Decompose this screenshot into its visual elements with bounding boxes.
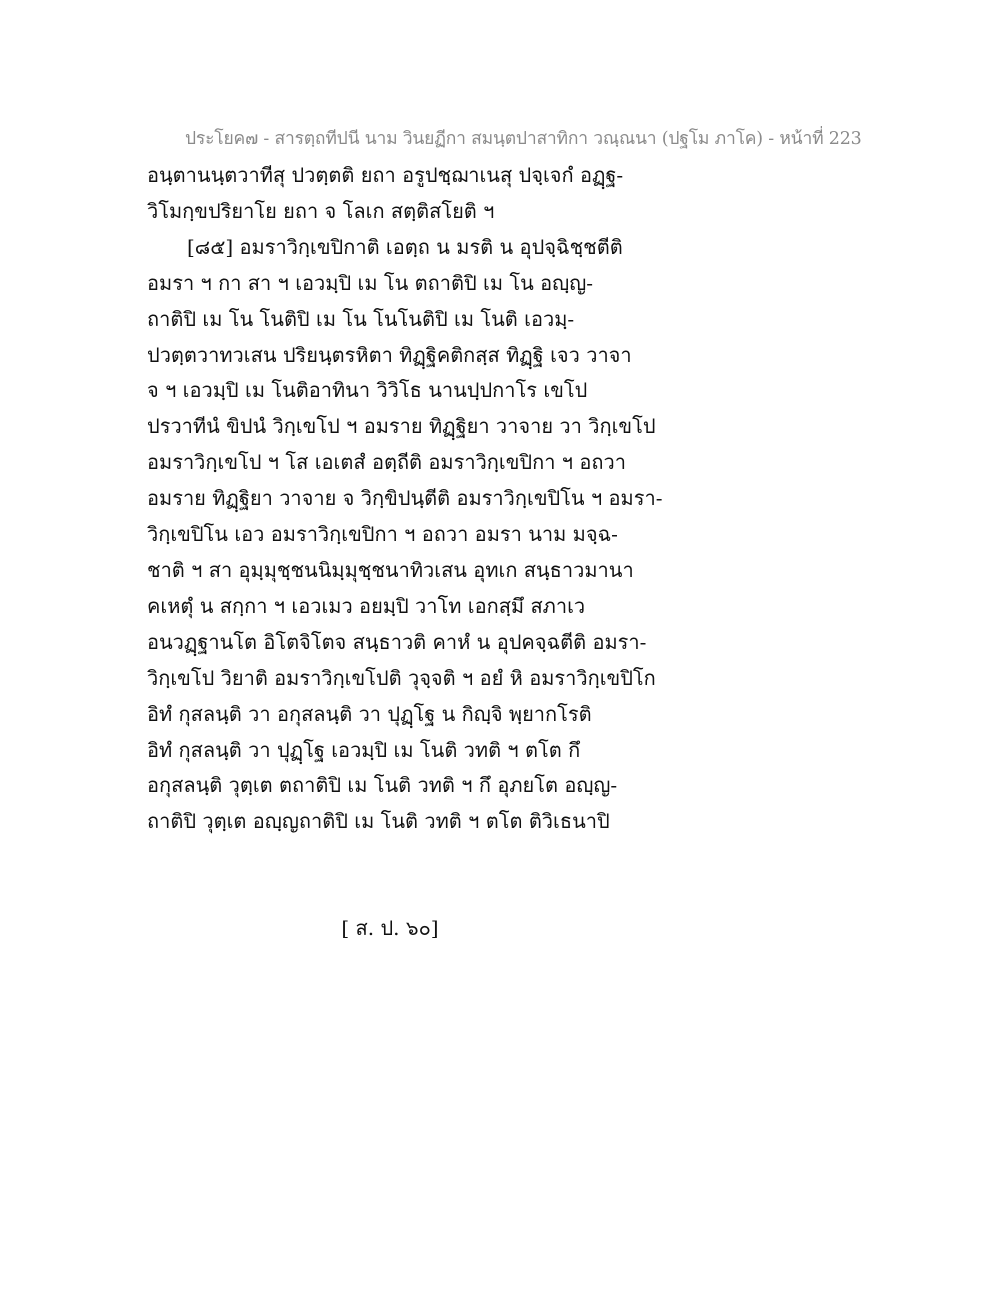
paragraph-start-line: [๘๕] อมราวิกฺเขปิกาติ เอตฺถ น มรติ น อุปจฺฉิชฺชตีติ [187,234,623,259]
text-line: ปวตฺตวาทวเสน ปริยนฺตรหิตา ทิฏฺฐิคติกสฺส ทิฏฺฐิ เจว วาจา [147,342,632,367]
text-line: อิทํ กุสลนฺติ วา อกุสลนฺติ วา ปุฏฺโฐ น กิญฺจิ พฺยากโรติ [147,701,592,726]
text-line: อมรา ฯ กา สา ฯ เอวมฺปิ เม โน ตถาติปิ เม โน อญฺญ- [147,270,594,295]
text-line: วิโมกฺขปริยาโย ยถา จ โลเก สตฺติสโยติ ฯ [147,198,495,223]
text-line: อิทํ กุสลนฺติ วา ปุฏฺโฐ เอวมฺปิ เม โนติ วทติ ฯ ตโต กึ [147,737,581,762]
text-line: อกุสลนฺติ วุตฺเต ตถาติปิ เม โนติ วทติ ฯ กึ อุภยโต อญฺญ- [147,773,618,798]
text-line: อมราย ทิฏฺฐิยา วาจาย จ วิกฺขิปนฺตีติ อมราวิกฺเขปิโน ฯ อมรา- [147,486,663,511]
text-line: วิกฺเขปิโน เอว อมราวิกฺเขปิกา ฯ อถวา อมรา นาม มจฺฉ- [147,522,618,547]
body-text [147,158,663,840]
text-line: ถาติปิ เม โน โนติปิ เม โน โนโนติปิ เม โนติ เอวมฺ- [147,306,575,331]
text-line: ถาติปิ วุตฺเต อญฺญถาติปิ เม โนติ วทติ ฯ ตโต ติวิเธนาปิ [147,809,610,834]
text-line: อนฺตานนฺตวาทีสุ ปวตฺตติ ยถา อรูปชฺฌาเนสุ ปจฺเจกํ อฏฺฐ- [147,163,624,187]
text-line: ชาติ ฯ สา อุมฺมุชฺชนนิมฺมุชฺชนาทิวเสน อุทเก สนฺธาวมานา [147,557,634,582]
page-reference: [ ส. ป. ๖๐] [341,916,439,940]
text-line: ปรวาทีนํ ขิปนํ วิกฺเขโป ฯ อมราย ทิฏฺฐิยา วาจาย วา วิกฺเขโป [147,414,656,439]
running-header: ประโยค๗ - สารตฺถทีปนี นาม วินยฏีกา สมนฺตปาสาทิกา วณฺณนา (ปฐโม ภาโค) - หน้าที่ 223 [185,129,862,149]
text-line: วิกฺเขโป วิยาติ อมราวิกฺเขโปติ วุจฺจติ ฯ อยํ หิ อมราวิกฺเขปิโก [147,665,656,690]
text-line: จ ฯ เอวมฺปิ เม โนติอาทินา วิวิโธ นานปฺปกาโร เขโป [147,378,588,403]
text-line: คเหตุํ น สกฺกา ฯ เอวเมว อยมฺปิ วาโท เอกสฺมึ สภาเว [147,593,586,618]
text-line: อนวฏฺฐานโต อิโตจิโตจ สนฺธาวติ คาหํ น อุปคจฺฉตีติ อมรา- [147,629,647,654]
text-line: อมราวิกฺเขโป ฯ โส เอเตสํ อตฺถีติ อมราวิกฺเขปิกา ฯ อถวา [147,450,626,475]
